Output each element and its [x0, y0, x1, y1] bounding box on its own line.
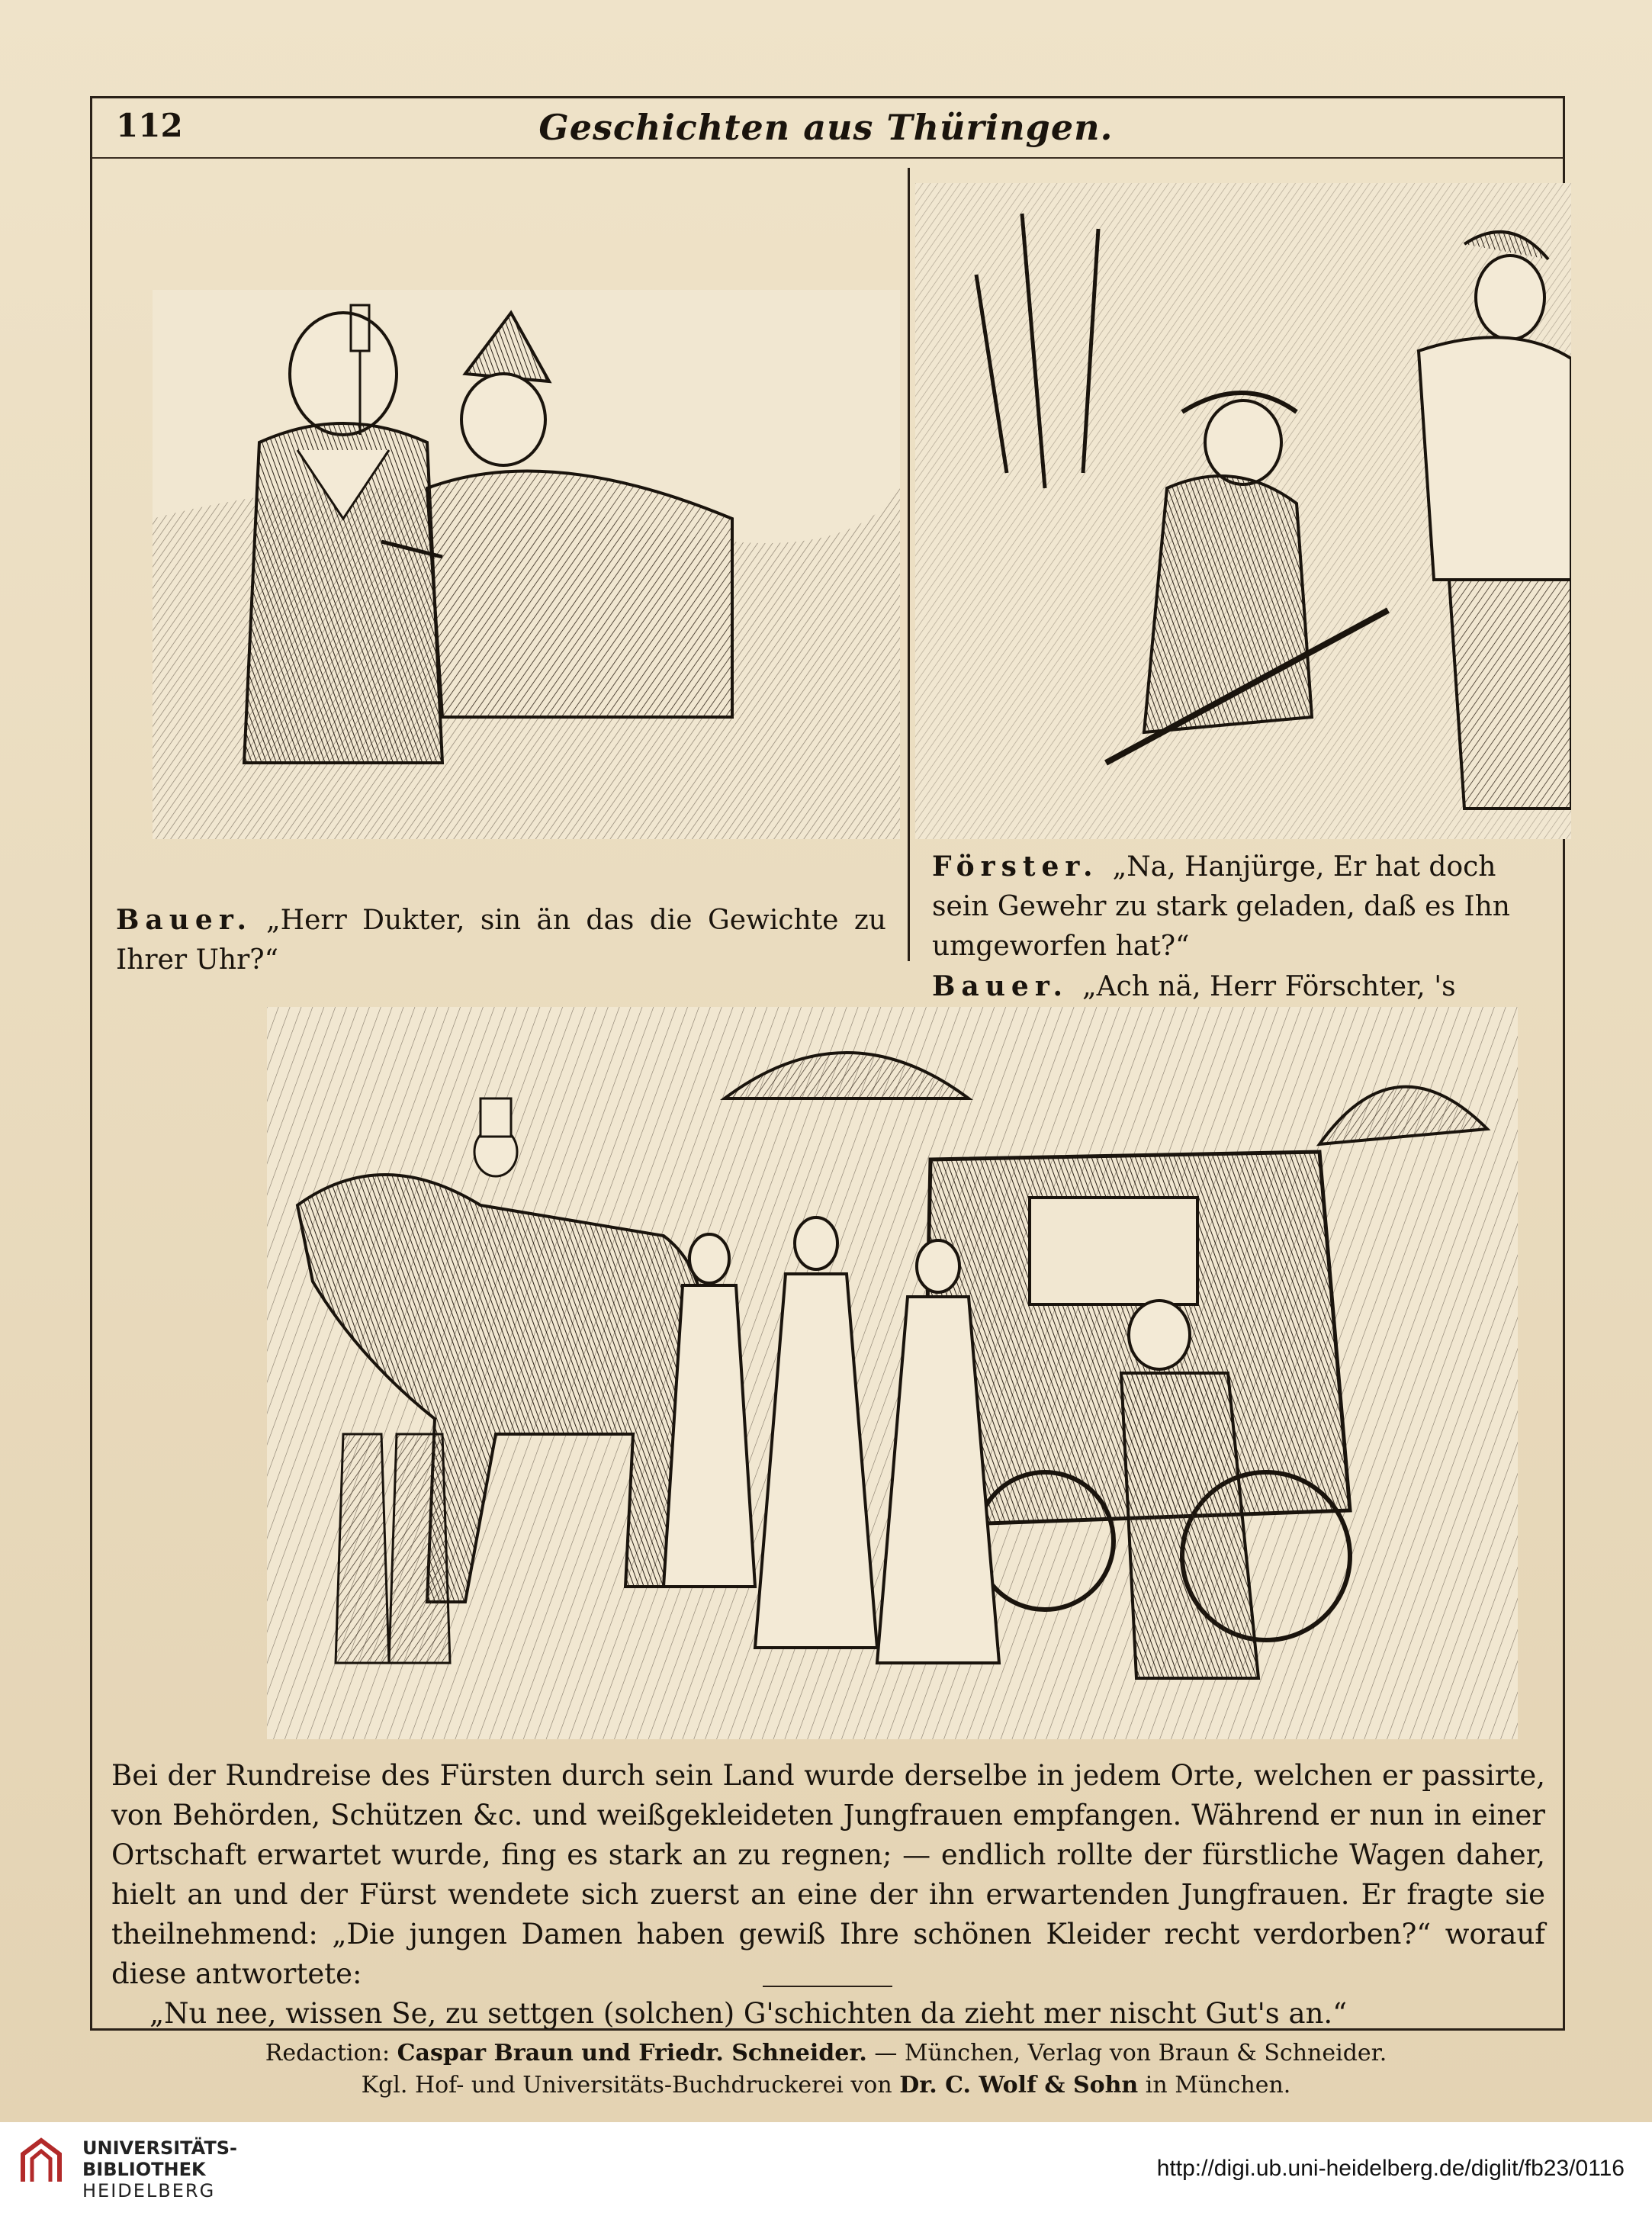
- story-text: [111, 1756, 1545, 2034]
- page-number: 112: [116, 107, 183, 144]
- library-name-line3: HEIDELBERG: [82, 2180, 216, 2201]
- imprint-editors-prefix: Redaction:: [265, 2040, 391, 2066]
- caption-left-speaker: Bauer.: [116, 904, 253, 936]
- imprint-editors-names: Caspar Braun und Friedr. Schneider.: [397, 2040, 867, 2066]
- end-rule: [763, 1986, 892, 1987]
- imprint-printer: [0, 2072, 1652, 2099]
- illustration-doctor-and-peasant: [153, 290, 900, 839]
- illustration-forester-and-fallen-peasant: [915, 183, 1571, 839]
- caption-right-speaker-forester: Förster.: [932, 851, 1099, 883]
- imprint-printer-prefix: Kgl. Hof- und Universitäts-Buchdruckerei von: [361, 2072, 892, 2099]
- caption-right-speaker-peasant: Bauer.: [932, 970, 1069, 1002]
- caption-right-text-peasant: „Ach nä, Herr Förschter, 's: [1082, 971, 1456, 1002]
- story-paragraph: Bei der Rundreise des Fürsten durch sein Land wurde derselbe in jedem Orte, welchen er passirte, von Behörden, Schützen &c. und weißgekleideten Jungfrauen empfangen. Während er nun in einer Ortschaft erwartet wurde, fing es stark an zu regnen; — endlich rollte der fürstliche Wagen daher, hielt an und der Fürst wendete sich zuerst an eine der ihn erwartenden Jungfrauen. Er fragte sie theilnehmend: „Die jungen Damen haben gewiß Ihre schönen Kleider recht verdorben?“ worauf diese antwortete:: [111, 1759, 1545, 1990]
- library-logo-icon[interactable]: [18, 2136, 64, 2183]
- header-rule: [92, 157, 1564, 159]
- library-name[interactable]: [82, 2137, 237, 2201]
- imprint-printer-name: Dr. C. Wolf & Sohn: [899, 2072, 1139, 2099]
- caption-right-line-forester: [932, 847, 1542, 966]
- caption-left: [116, 900, 886, 980]
- library-name-line1: UNIVERSITÄTS-: [82, 2137, 238, 2159]
- imprint-editors: [0, 2040, 1652, 2066]
- imprint-publisher: — München, Verlag von Braun & Schneider.: [874, 2040, 1387, 2066]
- column-divider: [908, 168, 910, 961]
- caption-right-text-forester: „Na, Hanjürge, Er hat doch sein Gewehr zu stark geladen, daß es Ihn umgeworfen hat?“: [932, 851, 1510, 962]
- illustration-carriage-in-rain: [267, 1007, 1518, 1739]
- running-title: Geschichten aus Thüringen.: [538, 107, 1114, 148]
- story-reply: „Nu nee, wissen Se, zu settgen (solchen) G'schichten da zieht mer nischt Gut's an.“: [149, 1997, 1348, 2030]
- library-name-line2: BIBLIOTHEK: [82, 2159, 206, 2180]
- source-url-link[interactable]: http://digi.ub.uni-heidelberg.de/diglit/fb23/0116: [1156, 2156, 1625, 2181]
- imprint-printer-suffix: in München.: [1145, 2072, 1291, 2099]
- caption-left-text: „Herr Dukter, sin än das die Gewichte zu Ihrer Uhr?“: [116, 905, 886, 976]
